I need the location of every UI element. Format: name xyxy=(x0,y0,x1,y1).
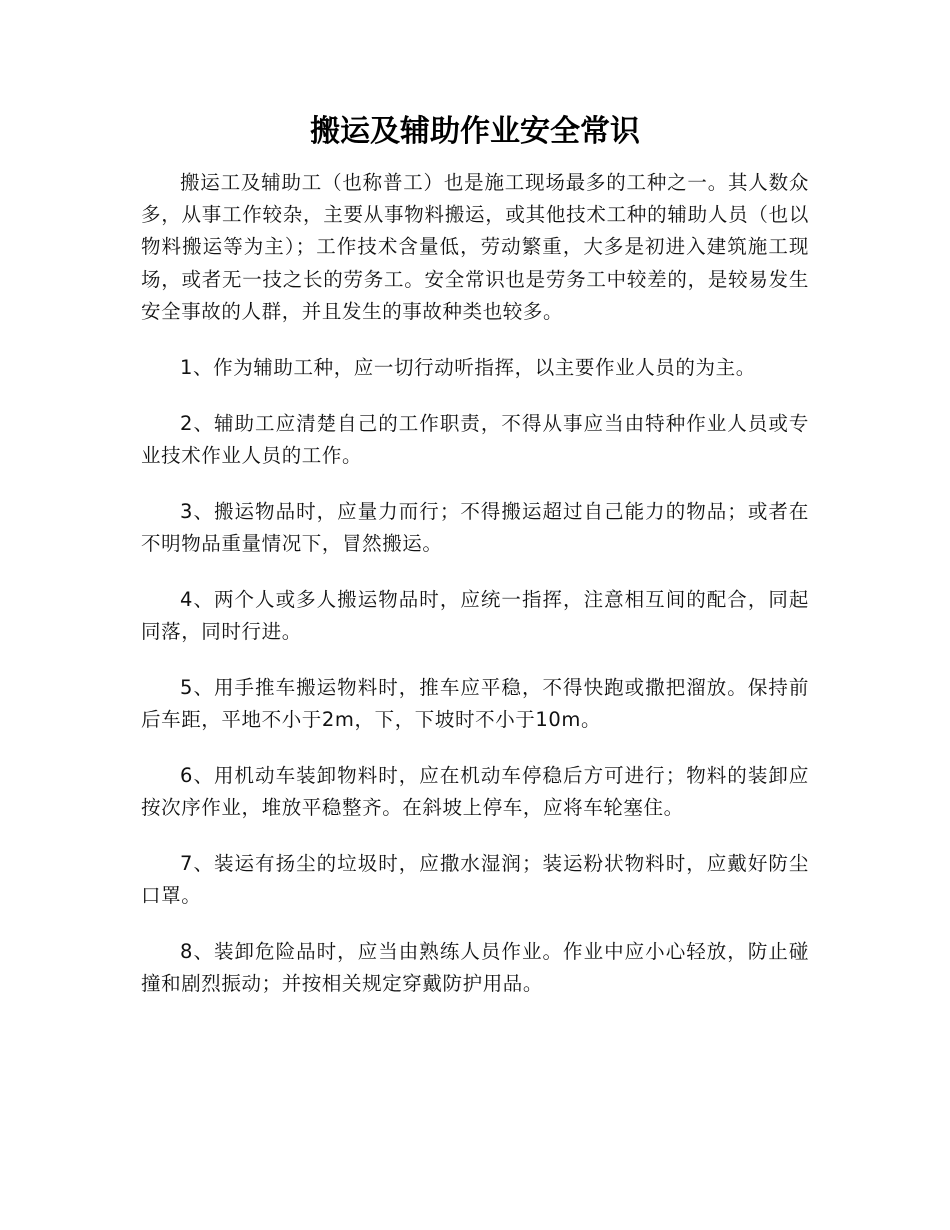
document-title: 搬运及辅助作业安全常识 xyxy=(310,114,640,149)
document-body xyxy=(141,167,809,1024)
rule-item-5: 5、用手推车搬运物料时，推车应平稳，不得快跑或撒把溜放。保持前后车距，平地不小于2m，下，下坡时不小于10m。 xyxy=(141,676,809,732)
rule-item-8: 8、装卸危险品时，应当由熟练人员作业。作业中应小心轻放，防止碰撞和剧烈振动；并按相关规定穿戴防护用品。 xyxy=(141,940,809,996)
rule-item-7: 7、装运有扬尘的垃圾时，应撒水湿润；装运粉状物料时，应戴好防尘口罩。 xyxy=(141,852,809,908)
rule-item-3: 3、搬运物品时，应量力而行；不得搬运超过自己能力的物品；或者在不明物品重量情况下，冒然搬运。 xyxy=(141,500,809,556)
rule-item-1: 1、作为辅助工种，应一切行动听指挥，以主要作业人员的为主。 xyxy=(180,356,756,380)
rule-item-6: 6、用机动车装卸物料时，应在机动车停稳后方可进行；物料的装卸应按次序作业，堆放平稳整齐。在斜坡上停车，应将车轮塞住。 xyxy=(141,764,809,820)
intro-paragraph: 搬运工及辅助工（也称普工）也是施工现场最多的工种之一。其人数众多，从事工作较杂，主要从事物料搬运，或其他技术工种的辅助人员（也以物料搬运等为主）；工作技术含量低，劳动繁重，大多是初进入建筑施工现场，或者无一技之长的劳务工。安全常识也是劳务工中较差的，是较易发生安全事故的人群，并且发生的事故种类也较多。 xyxy=(141,171,809,323)
rule-item-4: 4、两个人或多人搬运物品时，应统一指挥，注意相互间的配合，同起同落，同时行进。 xyxy=(141,588,809,644)
rule-item-2: 2、辅助工应清楚自己的工作职责，不得从事应当由特种作业人员或专业技术作业人员的工作。 xyxy=(141,412,809,468)
